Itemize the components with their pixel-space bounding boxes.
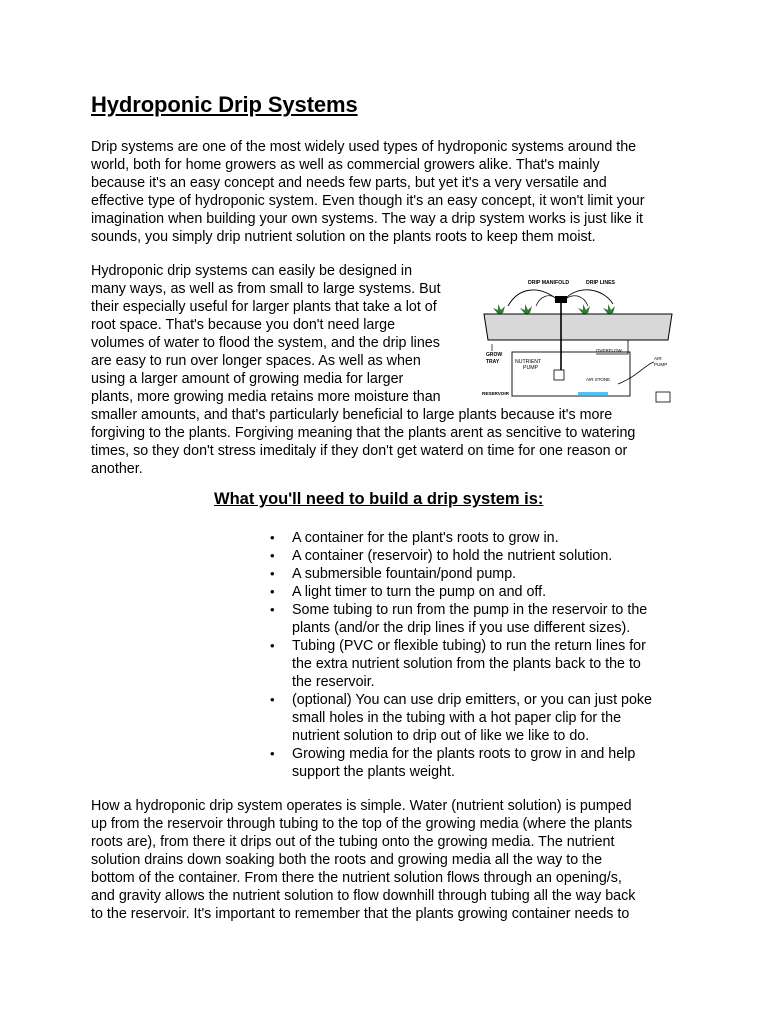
design-line: times, so they don't stress imeditaly if they don't get waterd on time for one reason or: [91, 443, 628, 459]
list-item: [270, 529, 652, 547]
label-nutrient: NUTRIENT: [515, 359, 542, 365]
intro-line: world, both for home growers as well as commercial growers alike. That's mainly: [91, 157, 600, 173]
design-line: root space. That's because you don't need large: [91, 317, 396, 333]
label-air: AIR: [654, 356, 662, 361]
manifold-block: [555, 296, 567, 303]
page-title: Hydroponic Drip Systems: [91, 92, 358, 117]
drip-line-right: [564, 290, 613, 304]
list-item-line: • (optional) You can use drip emitters, or you can just poke: [292, 692, 653, 708]
list-item-line: • A container for the plant's roots to grow in.: [292, 530, 559, 546]
list-item: [270, 601, 652, 637]
list-item-line: the reservoir.: [292, 674, 375, 690]
list-item-line: the extra nutrient solution from the plants back to the to: [292, 656, 641, 672]
list-item-line: • A submersible fountain/pond pump.: [292, 566, 517, 582]
design-line: are easy to run over longer spaces. As well as when: [91, 353, 421, 369]
label-tray: TRAY: [486, 359, 500, 365]
design-line: many ways, as well as from small to large systems. But: [91, 281, 441, 297]
section-heading: What you'll need to build a drip system is:: [214, 490, 544, 508]
intro-line: effective type of hydroponic system. Even though it's an easy concept, it won't limit your: [91, 193, 645, 209]
drip-line-inner-left: [536, 296, 558, 306]
list-item-line: plants (and/or the drip lines if you use different sizes).: [292, 620, 631, 636]
list-item: [270, 745, 652, 781]
air-pump: [656, 392, 670, 402]
list-item-line: small holes in the tubing with a hot paper clip for the: [292, 710, 622, 726]
plants: [493, 304, 615, 314]
operation-line: solution drains down soaking both the roots and growing media all the way to the: [91, 852, 603, 868]
design-line: another.: [91, 461, 143, 477]
operation-line: How a hydroponic drip system operates is simple. Water (nutrient solution) is pumped: [91, 798, 632, 814]
design-line: Hydroponic drip systems can easily be designed in: [91, 263, 413, 279]
list-item-line: • Tubing (PVC or flexible tubing) to run the return lines for: [292, 638, 646, 654]
list-item-line: • Some tubing to run from the pump in the reservoir to the: [292, 602, 648, 618]
design-line: volumes of water to flood the system, and the drip lines: [91, 335, 440, 351]
drip-system-diagram: [478, 274, 678, 408]
requirements-list: [270, 529, 652, 781]
design-line: plants, more growing media retains more moisture than: [91, 389, 441, 405]
air-stone: [578, 392, 608, 395]
list-item-line: nutrient solution to drip out of like we like to do.: [292, 728, 590, 744]
intro-line: Drip systems are one of the most widely used types of hydroponic systems around the: [91, 139, 637, 155]
label-grow: GROW: [486, 352, 503, 358]
intro-line: because it's an easy concept and needs few parts, but yet it's a very versatile and: [91, 175, 607, 191]
label-drip-manifold: DRIP MANIFOLD: [528, 280, 570, 286]
operation-line: and gravity allows the nutrient solution to flow downhill through tubing all the way back: [91, 888, 636, 904]
intro-line: imagination when building your own systems. The way a drip system works is just like it: [91, 211, 643, 227]
intro-line: sounds, you simply drip nutrient solution on the plants roots to keep them moist.: [91, 229, 596, 245]
design-line: smaller amounts, and that's particularly beneficial to large plants because it's more: [91, 407, 613, 423]
intro-paragraph: [91, 138, 645, 246]
label-drip-lines: DRIP LINES: [586, 280, 616, 286]
list-item-line: • A container (reservoir) to hold the nutrient solution.: [292, 548, 613, 564]
operation-line: to the reservoir. It's important to remember that the plants growing container needs to: [91, 906, 630, 922]
drip-line-left: [508, 290, 558, 306]
drip-line-inner-right: [564, 296, 588, 306]
list-item: [270, 565, 652, 583]
operation-line: up from the reservoir through tubing to the top of the growing media (where the plants: [91, 816, 633, 832]
label-overflow: OVERFLOW: [596, 348, 622, 353]
list-item-line: • Growing media for the plants roots to grow in and help: [292, 746, 636, 762]
grow-tray: [484, 314, 672, 340]
list-item: [270, 583, 652, 601]
nutrient-pump: [554, 370, 564, 380]
label-reservoir: RESERVOIR: [482, 391, 509, 396]
list-item: [270, 691, 652, 745]
operation-line: bottom of the container. From there the nutrient solution flows through an opening/s,: [91, 870, 622, 886]
list-item: [270, 547, 652, 565]
operation-paragraph: [91, 797, 635, 923]
design-line: using a larger amount of growing media for larger: [91, 371, 404, 387]
list-item: [270, 637, 652, 691]
design-line: forgiving to the plants. Forgiving meaning that the plants arent as sencitive to watering: [91, 425, 636, 441]
label-pump: PUMP: [523, 365, 538, 371]
design-line: their especially useful for larger plants that take a lot of: [91, 299, 437, 315]
list-item-line: support the plants weight.: [292, 764, 455, 780]
label-air-stone: AIR STONE: [586, 377, 611, 382]
air-tube: [618, 362, 654, 384]
list-item-line: • A light timer to turn the pump on and off.: [292, 584, 547, 600]
operation-line: roots are), from there it drips out of the tubing onto the growing media. The nutrient: [91, 834, 615, 850]
label-air-pump: PUMP: [654, 362, 668, 367]
